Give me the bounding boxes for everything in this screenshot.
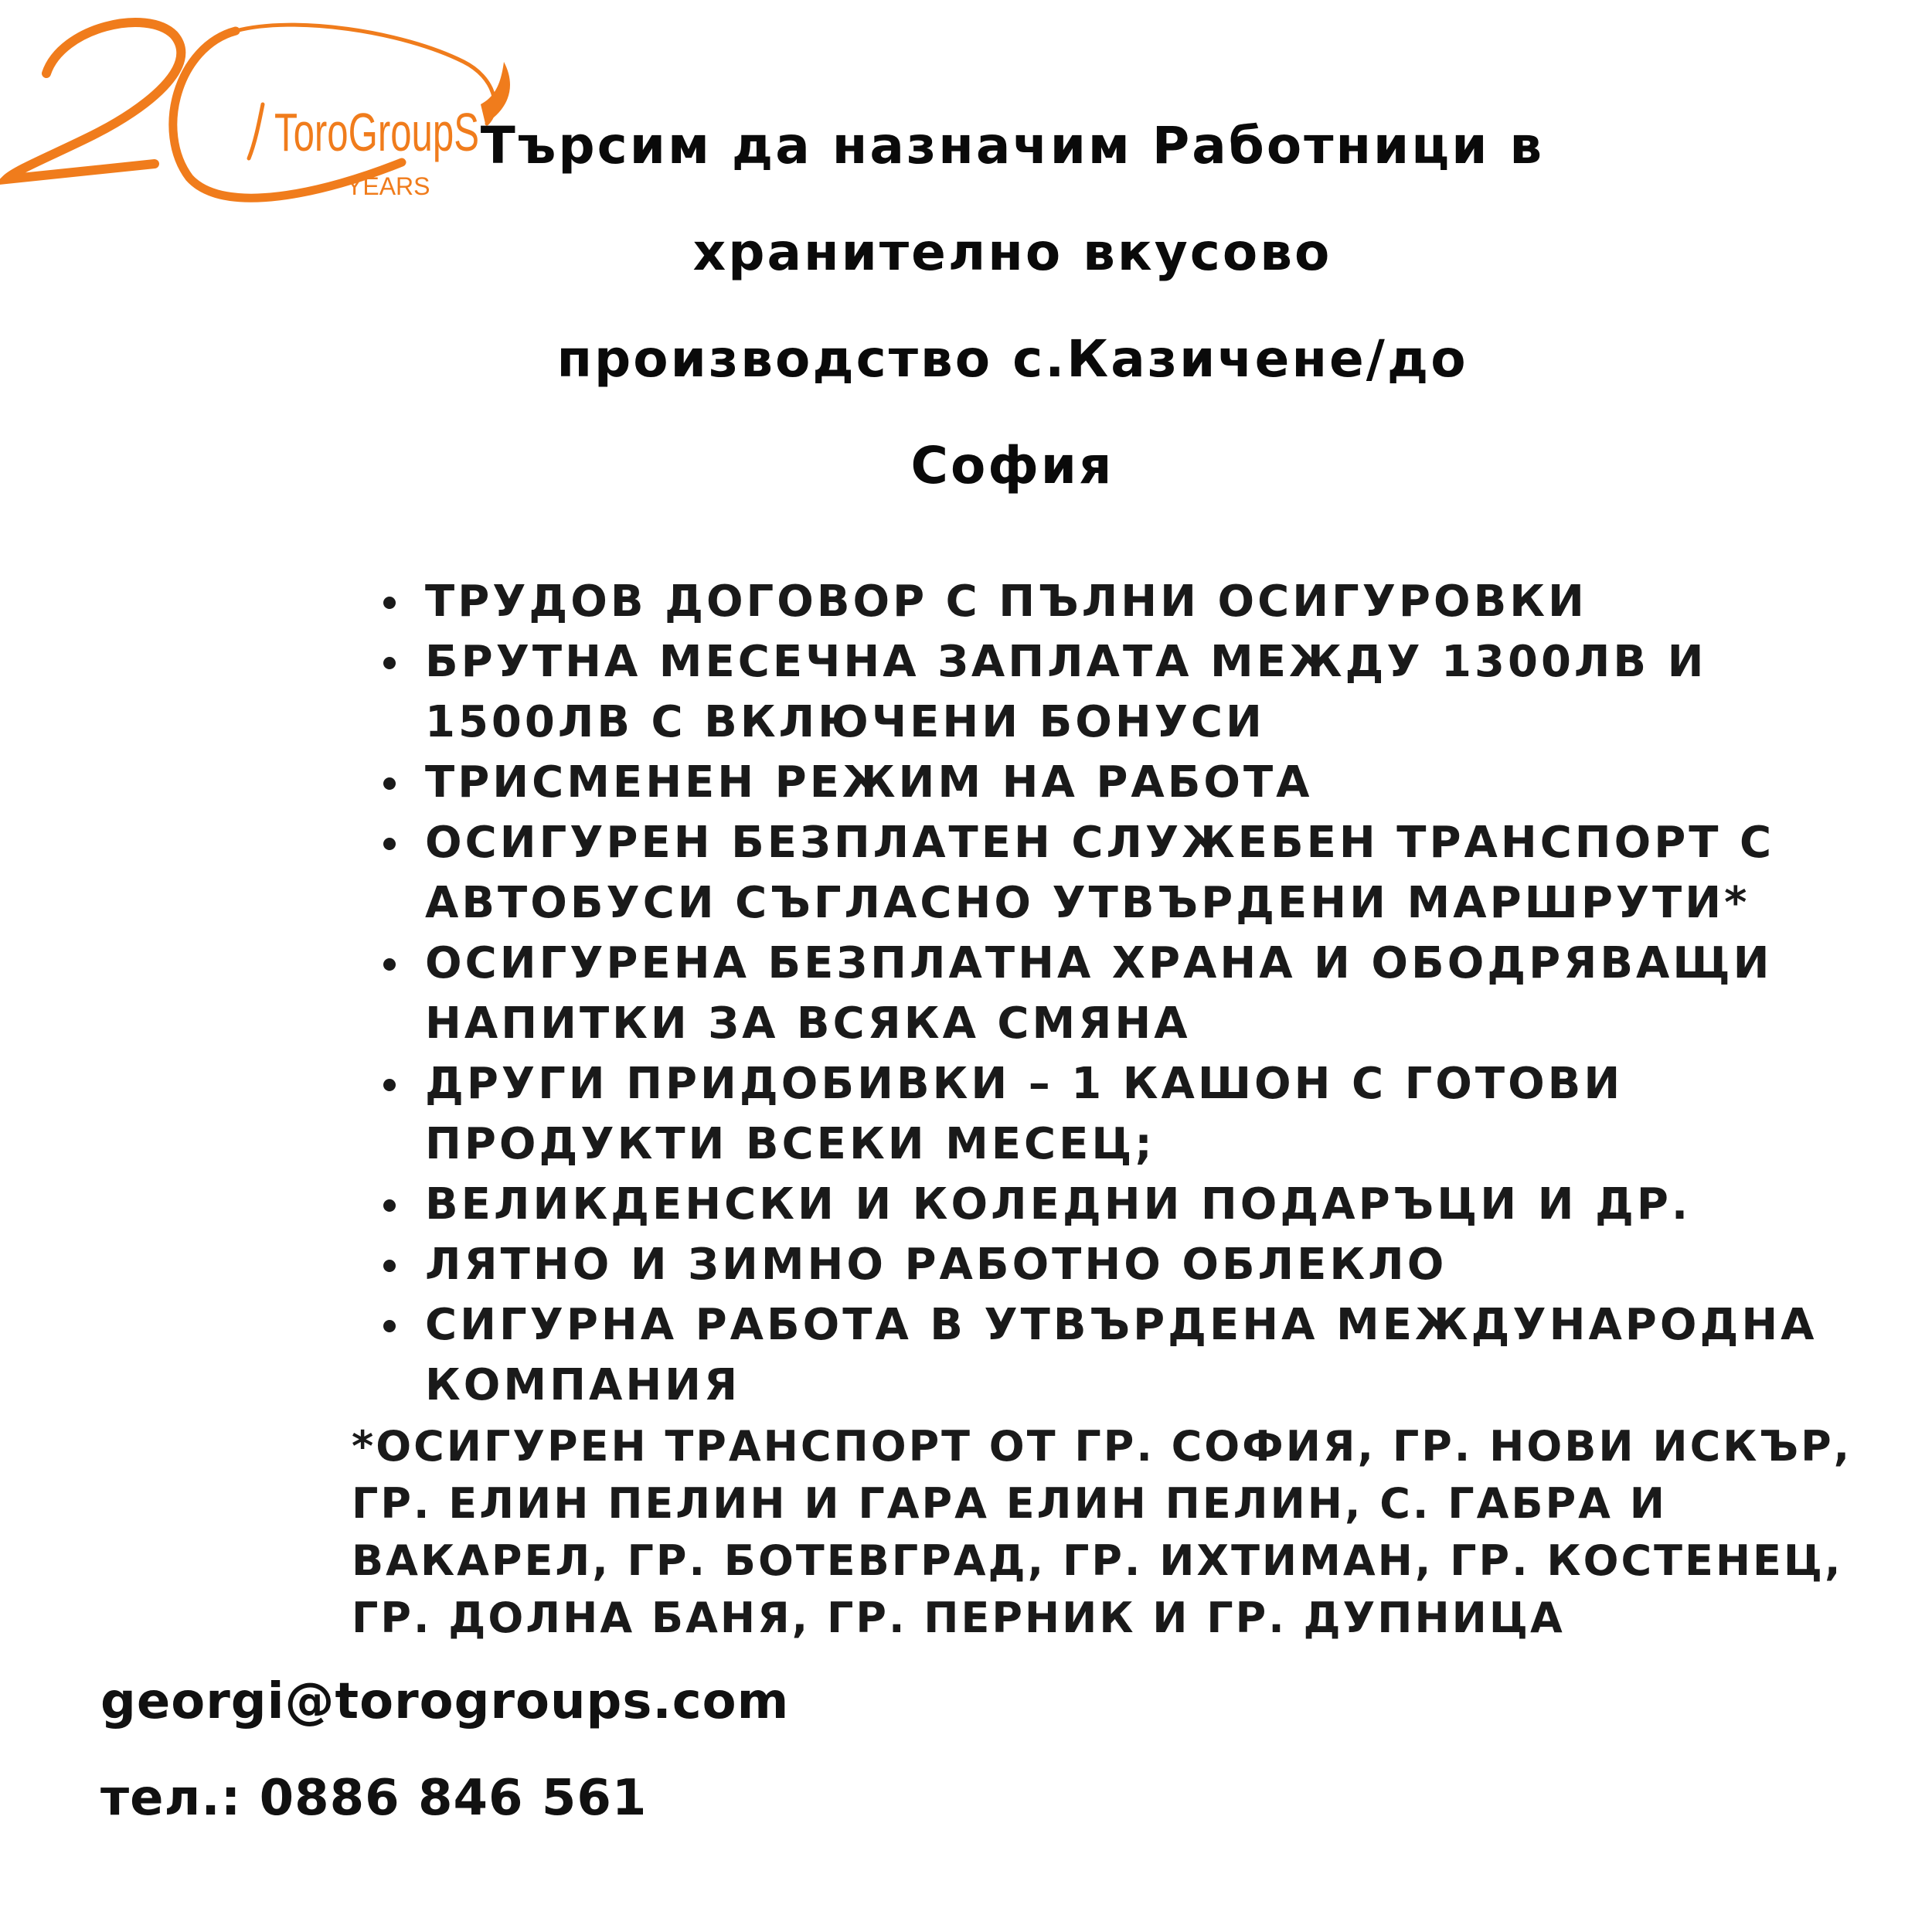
headline-line: Търсим да назначим Работници в	[480, 116, 1545, 175]
footnote-line: ВАКАРЕЛ, ГР. БОТЕВГРАД, ГР. ИХТИМАН, ГР. КОСТЕНЕЦ,	[352, 1536, 1843, 1585]
benefit-line: НАПИТКИ ЗА ВСЯКА СМЯНА	[425, 998, 1191, 1049]
headline-line: София	[910, 436, 1114, 495]
headline-line: производство с.Казичене/до	[556, 329, 1468, 389]
benefit-line: СИГУРНА РАБОТА В УТВЪРДЕНА МЕЖДУНАРОДНА	[425, 1300, 1818, 1350]
benefit-line: ОСИГУРЕН БЕЗПЛАТЕН СЛУЖЕБЕН ТРАНСПОРТ С	[425, 818, 1775, 868]
benefit-item	[371, 753, 1762, 813]
benefit-line: БРУТНА МЕСЕЧНА ЗАПЛАТА МЕЖДУ 1300ЛВ И	[425, 637, 1707, 687]
benefit-item	[371, 1175, 1762, 1235]
benefit-item	[371, 1235, 1762, 1295]
footnote-line: ГР. ЕЛИН ПЕЛИН И ГАРА ЕЛИН ПЕЛИН, С. ГАБРА И	[352, 1479, 1667, 1528]
bullet-icon	[383, 958, 396, 971]
logo-two-stroke	[6, 22, 181, 179]
benefit-line: ЛЯТНО И ЗИМНО РАБОТНО ОБЛЕКЛО	[425, 1240, 1447, 1290]
contact-phone[interactable]: тел.: 0886 846 561	[100, 1770, 648, 1827]
benefit-item	[371, 1054, 1762, 1175]
benefit-item	[371, 813, 1775, 934]
benefit-line: КОМПАНИЯ	[425, 1360, 741, 1410]
bullet-icon	[383, 1320, 396, 1332]
benefit-item	[371, 572, 1762, 632]
headline-line: хранително вкусово	[692, 223, 1332, 282]
benefit-item	[371, 1295, 1818, 1416]
benefit-line: ПРОДУКТИ ВСЕКИ МЕСЕЦ;	[425, 1119, 1155, 1169]
benefit-line: ТРИСМЕНЕН РЕЖИМ НА РАБОТА	[425, 757, 1313, 808]
bullet-icon	[383, 597, 396, 609]
logo-subtitle-text: YEARS	[346, 172, 430, 200]
benefit-line: АВТОБУСИ СЪГЛАСНО УТВЪРДЕНИ МАРШРУТИ*	[425, 878, 1750, 928]
benefit-line: ОСИГУРЕНА БЕЗПЛАТНА ХРАНА И ОБОДРЯВАЩИ	[425, 938, 1773, 988]
benefit-item	[371, 934, 1773, 1054]
benefits-list	[371, 572, 1818, 1416]
bullet-icon	[383, 777, 396, 790]
benefit-item	[371, 632, 1762, 753]
logo-swoosh-stroke	[249, 104, 263, 158]
footnote-line: ГР. ДОЛНА БАНЯ, ГР. ПЕРНИК И ГР. ДУПНИЦА	[352, 1594, 1565, 1642]
bullet-icon	[383, 1199, 396, 1212]
headline	[433, 93, 1592, 519]
benefit-line: ТРУДОВ ДОГОВОР С ПЪЛНИ ОСИГУРОВКИ	[425, 577, 1587, 627]
transport-footnote	[352, 1418, 1852, 1647]
contact-email[interactable]: georgi@torogroups.com	[100, 1673, 790, 1730]
benefit-line: 1500ЛВ С ВКЛЮЧЕНИ БОНУСИ	[425, 697, 1265, 747]
bullet-icon	[383, 1260, 396, 1272]
bullet-icon	[383, 1079, 396, 1091]
footnote-line: *ОСИГУРЕН ТРАНСПОРТ ОТ ГР. СОФИЯ, ГР. НОВИ ИСКЪР,	[352, 1422, 1852, 1471]
bullet-icon	[383, 838, 396, 850]
benefit-line: ДРУГИ ПРИДОБИВКИ – 1 КАШОН С ГОТОВИ	[425, 1059, 1624, 1109]
benefit-line: ВЕЛИКДЕНСКИ И КОЛЕДНИ ПОДАРЪЦИ И ДР.	[425, 1179, 1692, 1230]
bullet-icon	[383, 657, 396, 669]
logo-brand-text: ToroGroupS	[274, 102, 479, 162]
